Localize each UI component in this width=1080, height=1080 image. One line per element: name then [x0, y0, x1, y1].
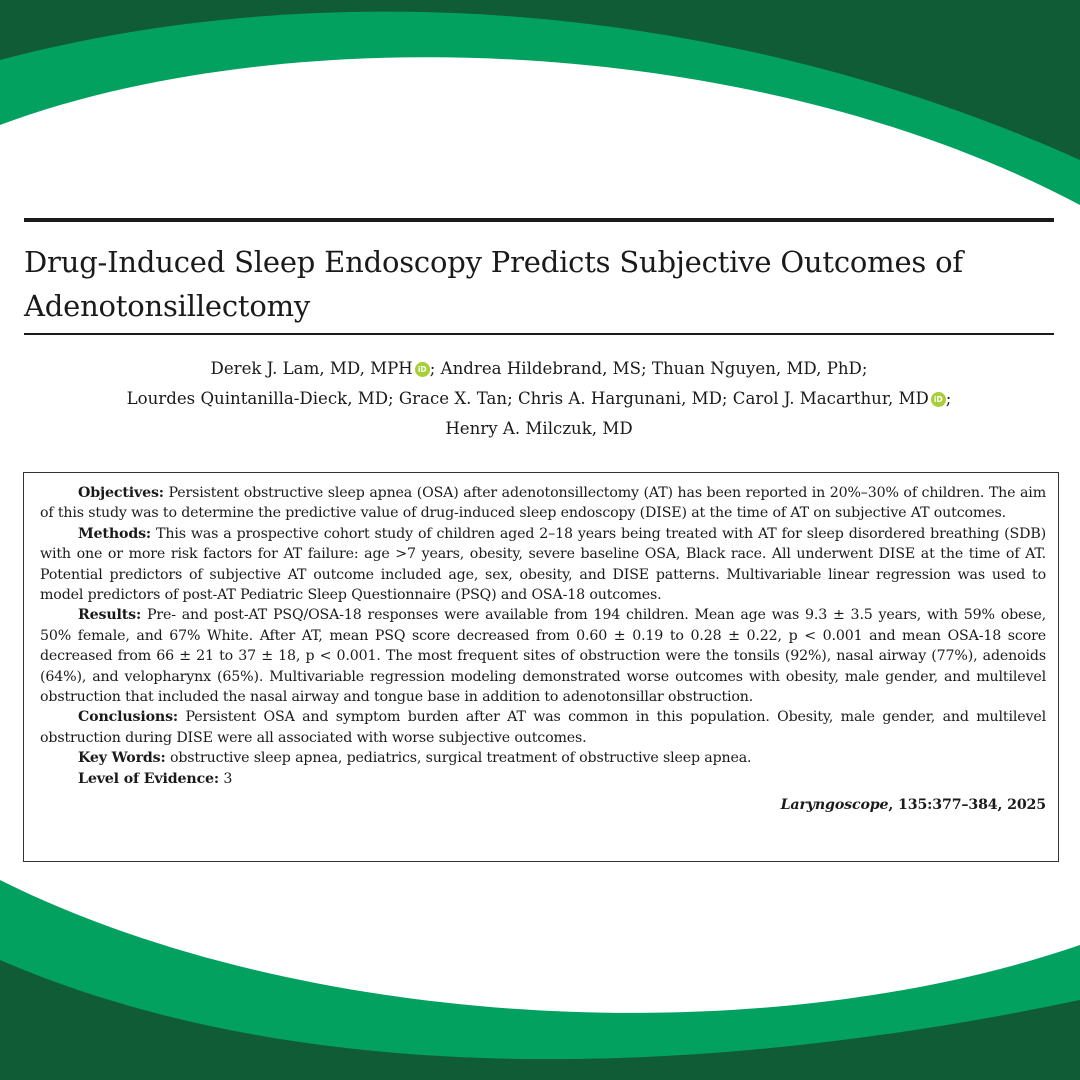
abstract-box [23, 472, 1059, 862]
orcid-icon[interactable]: iD [415, 362, 430, 377]
citation-details: , 135:377–384, 2025 [888, 797, 1046, 814]
article-title: Drug-Induced Sleep Endoscopy Predicts Subjective Outcomes of Adenotonsillectomy [24, 245, 963, 323]
author-line-2 [24, 384, 1054, 414]
author-name: Derek J. Lam, MD, MPH [210, 359, 413, 378]
conclusions-label: Conclusions: [78, 709, 178, 726]
level-text: 3 [219, 770, 233, 787]
abstract-level-of-evidence [40, 769, 1046, 789]
author-line-1 [24, 354, 1054, 384]
methods-text: This was a prospective cohort study of children aged 2–18 years being treated with AT for sleep disordered breathing (SDB) with one or more risk factors for AT failure: age >7 years, obesity, severe baseline OSA, Black race. All underwent DISE at the time of AT. Potential predictors of subjective AT outcome included age, sex, obesity, and DISE patterns. Multivariable linear regression was used to model predictors of post-AT Pediatric Sleep Questionnaire (PSQ) and OSA-18 outcomes. [40, 525, 1046, 604]
abstract-methods [40, 524, 1046, 606]
keywords-text: obstructive sleep apnea, pediatrics, surgical treatment of obstructive sleep apnea. [165, 750, 752, 767]
keywords-label: Key Words: [78, 750, 166, 767]
methods-label: Methods: [78, 525, 152, 542]
conclusions-text: Persistent OSA and symptom burden after AT was common in this population. Obesity, male gender, and multilevel obstruction during DISE were all associated with worse subjective outcomes. [40, 709, 1046, 746]
abstract-objectives [40, 483, 1046, 524]
results-text: Pre- and post-AT PSQ/OSA-18 responses were available from 194 children. Mean age was 9.3 ± 3.5 years, with 59% obese, 50% female, and 67% White. After AT, mean PSQ score decreased from 0.60 ± 0.19 to 0.28 ± 0.22, p < 0.001 and mean OSA-18 score decreased from 66 ± 21 to 37 ± 18, p < 0.001. The most frequent sites of obstruction were the tonsils (92%), nasal airway (77%), adenoids (64%), and velopharynx (65%). Multivariable regression modeling demonstrated worse outcomes with obesity, male gender, and multilevel obstruction that included the nasal airway and tongue base in addition to adenotonsillar obstruction. [40, 607, 1046, 706]
abstract-conclusions [40, 707, 1046, 748]
orcid-icon[interactable]: iD [931, 392, 946, 407]
objectives-text: Persistent obstructive sleep apnea (OSA) after adenotonsillectomy (AT) has been reported in 20%–30% of children. The aim of this study was to determine the predictive value of drug-induced sleep endoscopy (DISE) at the time of AT on subjective AT outcomes. [40, 485, 1046, 522]
results-label: Results: [78, 607, 142, 624]
author-list [24, 354, 1054, 444]
level-label: Level of Evidence: [78, 770, 220, 787]
author-separator: ; [945, 389, 952, 408]
objectives-label: Objectives: [78, 485, 164, 501]
author-names: Lourdes Quintanilla-Dieck, MD; Grace X. Tan; Chris A. Hargunani, MD; Carol J. Macarthur, MD [126, 389, 929, 408]
title-bottom-rule [24, 333, 1054, 335]
author-names: ; Andrea Hildebrand, MS; Thuan Nguyen, MD, PhD; [429, 359, 868, 378]
journal-citation [40, 795, 1046, 815]
abstract-results [40, 605, 1046, 707]
abstract-keywords [40, 748, 1046, 768]
title-top-rule [24, 218, 1054, 222]
journal-name: Laryngoscope [780, 797, 889, 814]
author-line-3: Henry A. Milczuk, MD [445, 419, 633, 438]
